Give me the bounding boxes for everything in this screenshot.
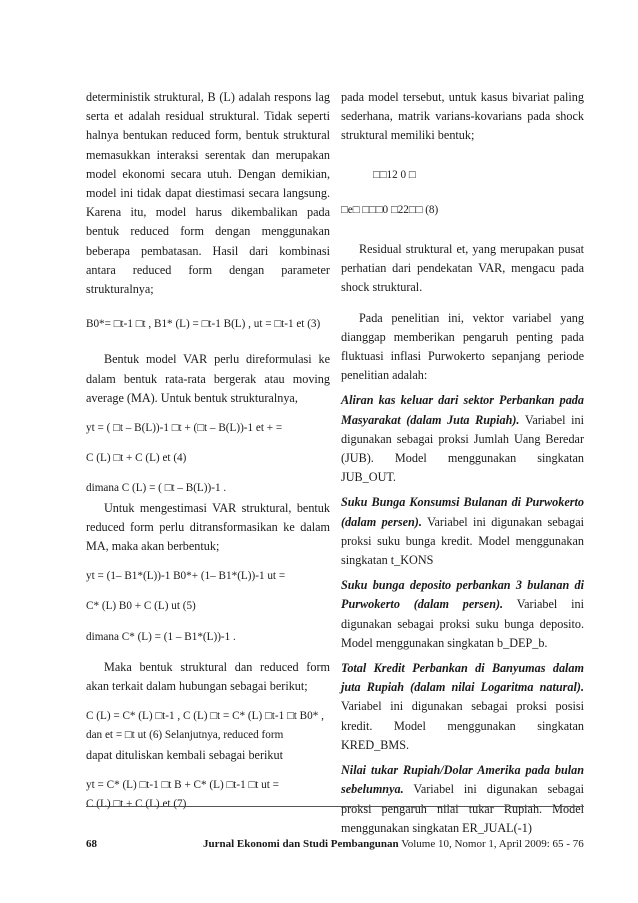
- equation-5-line-2: C* (L) B0 + C (L) ut (5): [86, 600, 196, 613]
- left-paragraph-3: Untuk mengestimasi VAR struktural, bentuk reduced form perlu ditransformasikan ke dalam MA, maka akan berbentuk;: [86, 500, 330, 554]
- variable-desc: Variabel ini digunakan sebagai proksi suku bunga kredit. Model menggunakan singkatan t_KONS: [341, 514, 585, 568]
- variable-desc: Variabel ini digunakan sebagai proksi posisi kredit. Model menggunakan singkatan KRED_BMS.: [341, 699, 584, 752]
- right-paragraph-2: Residual struktural et, yang merupakan pusat perhatian dari pendekatan VAR, mengacu pada shock struktural.: [341, 242, 584, 295]
- equation-3: B0*= □t-1 □t , B1* (L) = □t-1 B(L) , ut = □t-1 et (3): [86, 318, 321, 331]
- equation-dimana-1: dimana C (L) = ( □t – B(L))-1 .: [86, 482, 227, 495]
- left-paragraph-4: Maka bentuk struktural dan reduced form akan terkait dalam hubungan sebagai berikut;: [86, 659, 330, 694]
- left-paragraph-5: dapat dituliskan kembali sebagai berikut: [86, 747, 283, 762]
- equation-5-line-1: yt = (1– B1*(L))-1 B0*+ (1– B1*(L))-1 ut =: [86, 570, 286, 583]
- right-paragraph-1: pada model tersebut, untuk kasus bivariat paling sederhana, matrik varians-kovarians pada shock struktural memiliki bentuk;: [341, 90, 584, 143]
- journal-footer: [203, 838, 584, 850]
- equation-4-line-2: C (L) □t + C (L) et (4): [86, 452, 187, 465]
- variable-title: Nilai tukar Rupiah/Dolar Amerika pada bulan sebelumnya.: [341, 763, 584, 797]
- variable-title: Suku bunga deposito perbankan 3 bulanan di Purwokerto (dalam persen).: [341, 578, 584, 612]
- variable-desc: Variabel ini digunakan sebagai proksi Jumlah Uang Beredar (JUB). Model menggunakan singkatan JUB_OUT.: [341, 412, 585, 485]
- variable-title: Suku Bunga Konsumsi Bulanan di Purwokerto (dalam persen).: [341, 495, 584, 529]
- variable-title: Aliran kas keluar dari sektor Perbankan pada Masyarakat (dalam Juta Rupiah).: [341, 393, 584, 427]
- equation-7-line-1: yt = C* (L) □t-1 □t B + C* (L) □t-1 □t ut =: [86, 778, 279, 791]
- variable-item: [341, 761, 584, 838]
- equation-dimana-2: dimana C* (L) = (1 – B1*(L))-1 .: [86, 630, 236, 643]
- left-paragraph-2: Bentuk model VAR perlu direformulasi ke dalam bentuk rata-rata bergerak atau moving average (MA). Untuk bentuk strukturalnya,: [86, 352, 330, 405]
- variable-item: [341, 659, 584, 755]
- equation-7-line-2: C (L) □t + C (L) et (7): [86, 798, 187, 811]
- footer-rule: [86, 806, 584, 807]
- variable-item: [341, 576, 584, 653]
- page-number: 68: [86, 838, 97, 850]
- left-column: [86, 88, 330, 814]
- variable-item: [341, 493, 584, 570]
- equation-4-line-1: yt = ( □t – B(L))-1 □t + (□t – B(L))-1 et + =: [86, 422, 283, 435]
- right-paragraph-3: Pada penelitian ini, vektor variabel yang dianggap memberikan pengaruh penting pada fluktuasi inflasi Purwokerto sepanjang periode penelitian adalah:: [341, 310, 584, 383]
- equation-6-line-2: dan et = □t ut (6) Selanjutnya, reduced form: [86, 729, 284, 742]
- variable-desc: Variabel ini digunakan sebagai proksi pengaruh nilai tukar Rupiah. Model menggunakan singkatan ER_JUAL(-1): [341, 782, 585, 835]
- variable-desc: Variabel ini digunakan sebagai proksi suku bunga deposito. Model menggunakan singkatan b_DEP_b.: [341, 597, 585, 650]
- journal-info: Volume 10, Nomor 1, April 2009: 65 - 76: [401, 838, 584, 850]
- right-column: [341, 88, 584, 838]
- equation-6-line-1: C (L) = C* (L) □t-1 , C (L) □t = C* (L) □t-1 □t B0* ,: [86, 710, 324, 723]
- left-paragraph-1: deterministik struktural, B (L) adalah respons lag serta et adalah residual struktural. Tidak seperti halnya bentukan reduced form, bentuk struktural memasukkan interaksi serentak dan merupakan model ekonomi secara utuh. Dengan demikian, model ini tidak dapat diestimasi secara langsung. Karena itu, model harus dikembalikan pada bentuk reduced form dengan menggunakan beberapa pembatasan. Hasil dari kombinasi antara reduced form dengan parameter strukturalnya;: [86, 90, 330, 297]
- equation-8-line-1: □□12 0 □: [373, 168, 416, 181]
- journal-title: Jurnal Ekonomi dan Studi Pembangunan: [203, 838, 399, 850]
- variable-title: Total Kredit Perbankan di Banyumas dalam juta Rupiah (dalam nilai Logaritma natural).: [341, 661, 584, 695]
- variable-item: [341, 391, 584, 487]
- equation-8-line-2: □e□ □□□0 □22□□ (8): [341, 203, 439, 216]
